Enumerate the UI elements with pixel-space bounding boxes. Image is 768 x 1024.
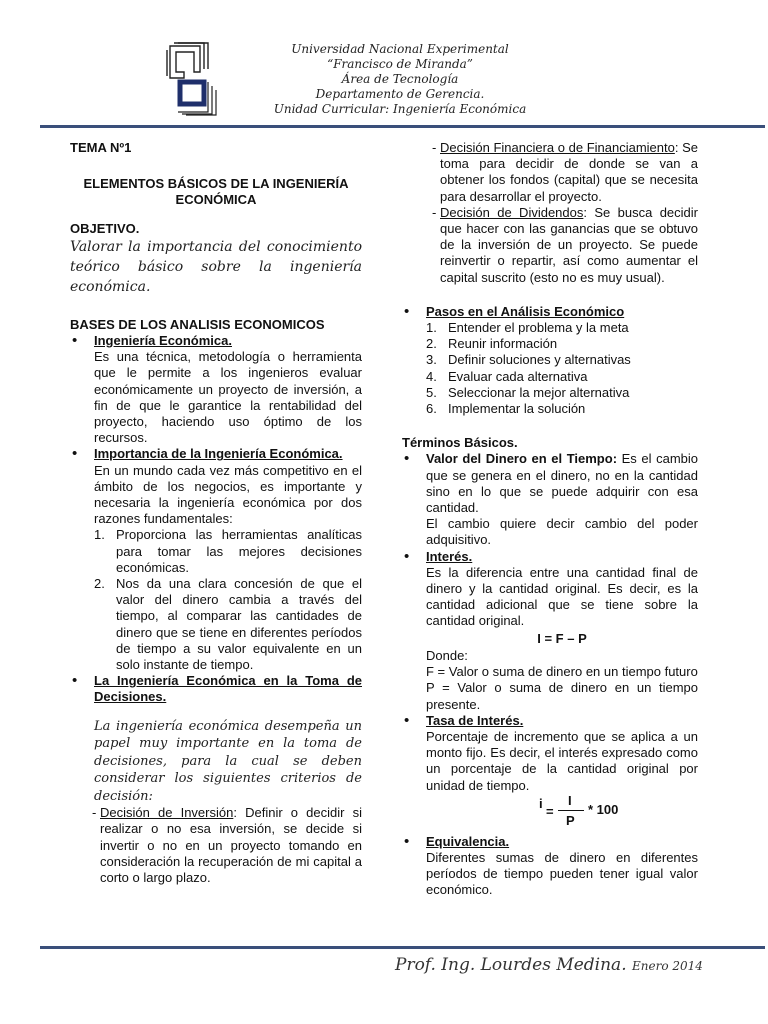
header-line-2: “Francisco de Miranda” bbox=[327, 57, 473, 71]
interes-heading: • Interés. bbox=[426, 548, 473, 564]
bullet-equivalencia bbox=[402, 834, 698, 899]
decision-financiera-text: : Se toma para decidir de donde se van a obtener los fondos (capital) que se necesita para desarrollar el proyecto. bbox=[440, 140, 698, 204]
item-text: Entender el problema y la meta bbox=[448, 320, 629, 336]
item-text: Nos da una clara concesión de que el valor del dinero cambia a través del tiempo, al comparar las cantidades de dinero que se tiene en diferentes períodos de tiempo a su valor equivalente en un solo instante de tiempo. bbox=[116, 576, 362, 673]
importancia-text: En un mundo cada vez más competitivo en el ámbito de los negocios, es importante y necesaria la ingeniería económica por dos razones fundamentales: bbox=[94, 462, 362, 527]
toma-decisiones-heading: • La Ingeniería Económica en la Toma de Decisiones. bbox=[94, 673, 362, 705]
formula-i: i bbox=[539, 795, 543, 811]
formula-equals: = bbox=[546, 803, 554, 819]
dash-marker: - bbox=[432, 204, 437, 220]
item-text: Definir soluciones y alternativas bbox=[448, 352, 631, 368]
pasos-heading: • Pasos en el Análisis Económico bbox=[426, 303, 625, 319]
item-number: 3. bbox=[426, 352, 437, 368]
formula-denominator: P bbox=[566, 812, 575, 828]
importancia-item-1 bbox=[70, 527, 362, 576]
paso-item bbox=[402, 385, 698, 401]
paso-item bbox=[402, 401, 698, 417]
bullet-valor-dinero bbox=[402, 451, 698, 548]
pasos-list bbox=[402, 320, 698, 417]
header-line-3: Área de Tecnología bbox=[341, 72, 459, 86]
tasa-heading: • Tasa de Interés. bbox=[426, 712, 524, 728]
decision-inversion-label: Decisión de Inversión bbox=[100, 805, 234, 821]
paso-item bbox=[402, 336, 698, 352]
f-definition: F = Valor o suma de dinero en un tiempo futuro bbox=[426, 664, 698, 680]
valor-dinero-text-2: El cambio quiere decir cambio del poder adquisitivo. bbox=[426, 516, 698, 548]
footer-signature bbox=[395, 955, 703, 975]
header-line-1: Universidad Nacional Experimental bbox=[291, 42, 509, 56]
paso-item bbox=[402, 320, 698, 336]
right-column bbox=[402, 140, 698, 899]
item-number: 6. bbox=[426, 401, 437, 417]
decision-financiera bbox=[402, 140, 698, 205]
ingenieria-text: Es una técnica, metodología o herramienta que le permite a los ingenieros evaluar económicamente un proyecto de inversión, a fin de que le garantice la rentabilidad del proyecto, haciendo uso óptimo de los recursos. bbox=[94, 349, 362, 446]
bullet-ingenieria bbox=[70, 333, 362, 446]
formula-tail: * 100 bbox=[588, 801, 619, 817]
interes-formula: I = F – P bbox=[537, 630, 587, 646]
header-line-4: Departamento de Gerencia. bbox=[315, 87, 485, 101]
header-divider bbox=[40, 125, 765, 128]
item-text: Reunir información bbox=[448, 336, 558, 352]
tasa-formula bbox=[426, 792, 698, 830]
item-text: Implementar la solución bbox=[448, 401, 586, 417]
bullet-importancia bbox=[70, 446, 362, 527]
tasa-text: Porcentaje de incremento que se aplica a un monto fijo. Es decir, el interés expresado como un porcentaje de la cantidad original por unidad de tiempo. bbox=[426, 728, 698, 793]
valor-dinero-text: Es el cambio que se genera en el dinero, no en la cantidad sino en lo que se puede adquirir con esa cantidad. bbox=[426, 451, 698, 516]
institution-header bbox=[250, 42, 550, 117]
dash-marker: - bbox=[92, 805, 97, 821]
item-number: 2. bbox=[426, 336, 437, 352]
formula-numerator: I bbox=[568, 792, 572, 808]
interes-text: Es la diferencia entre una cantidad final de dinero y la cantidad original. Es decir, es la cantidad adicional que se tiene sobre la cantidad original. bbox=[426, 564, 698, 629]
ingenieria-heading: • Ingeniería Económica. bbox=[94, 333, 232, 349]
importancia-item-2 bbox=[70, 576, 362, 673]
topic-title bbox=[70, 176, 362, 208]
bullet-toma-decisiones bbox=[70, 673, 362, 705]
terminos-heading: Términos Básicos. bbox=[402, 435, 518, 451]
bullet-interes bbox=[402, 549, 698, 713]
decision-inversion bbox=[70, 805, 362, 886]
item-text: Seleccionar la mejor alternativa bbox=[448, 384, 630, 400]
item-text: Proporciona las herramientas analíticas para tomar las mejores decisiones económicas. bbox=[116, 527, 362, 575]
decision-financiera-label: Decisión Financiera o de Financiamiento bbox=[440, 140, 675, 155]
decision-dividendos-text: : Se busca decidir que hacer con las ganancias que se obtuvo de la inversión de un proyecto. Se puede reinvertir o repartir, así como aumentar el capital suscrito (esto no es muy usual). bbox=[440, 204, 698, 285]
item-number: 2. bbox=[94, 576, 105, 592]
valor-dinero-heading: Valor del Dinero en el Tiempo: bbox=[426, 451, 618, 467]
left-column bbox=[70, 140, 362, 886]
bases-heading: BASES DE LOS ANALISIS ECONOMICOS bbox=[70, 316, 325, 332]
header-line-5: Unidad Curricular: Ingeniería Económica bbox=[273, 102, 527, 116]
paso-item bbox=[402, 352, 698, 368]
footer-divider bbox=[40, 946, 765, 949]
footer-date: Enero 2014 bbox=[632, 959, 703, 973]
paso-item bbox=[402, 369, 698, 385]
item-text: Evaluar cada alternativa bbox=[448, 368, 588, 384]
item-number: 5. bbox=[426, 384, 437, 400]
topic-number: TEMA Nº1 bbox=[70, 140, 132, 155]
item-number: 1. bbox=[426, 320, 437, 336]
item-number: 1. bbox=[94, 527, 105, 543]
donde-label: Donde: bbox=[426, 647, 468, 663]
importancia-heading: • Importancia de la Ingeniería Económica. bbox=[94, 446, 343, 462]
bullet-tasa-interes bbox=[402, 713, 698, 830]
dash-marker: - bbox=[432, 140, 437, 155]
university-logo bbox=[166, 42, 218, 116]
fraction-bar bbox=[558, 810, 584, 811]
decision-dividendos bbox=[402, 205, 698, 286]
decision-dividendos-label: Decisión de Dividendos bbox=[440, 204, 584, 220]
decision-inversion-text: : Definir o decidir si realizar o no esa inversión, se decide si invertir o no en un proyecto tomando en consideración la recuperación de mi capital a corto o largo plazo. bbox=[100, 805, 362, 885]
objective-heading: OBJETIVO. bbox=[70, 220, 140, 236]
toma-decisiones-text: La ingeniería económica desempeña un papel muy importante en la toma de decisiones, para la cual se deben considerar los siguientes criterios de decisión: bbox=[94, 718, 362, 804]
equivalencia-text: Diferentes sumas de dinero en diferentes períodos de tiempo pueden tener igual valor económico. bbox=[426, 849, 698, 898]
topic-title-line-1: ELEMENTOS BÁSICOS DE LA INGENIERÍA bbox=[83, 176, 349, 192]
author-name: Prof. Ing. Lourdes Medina. bbox=[395, 955, 627, 975]
bullet-pasos bbox=[402, 304, 698, 320]
objective-text: Valorar la importancia del conocimiento teórico básico sobre la ingeniería económica. bbox=[70, 238, 362, 295]
topic-title-line-2: ECONÓMICA bbox=[175, 192, 257, 208]
p-definition: P = Valor o suma de dinero en un tiempo presente. bbox=[426, 680, 698, 712]
equivalencia-heading: • Equivalencia. bbox=[426, 833, 510, 849]
item-number: 4. bbox=[426, 368, 437, 384]
